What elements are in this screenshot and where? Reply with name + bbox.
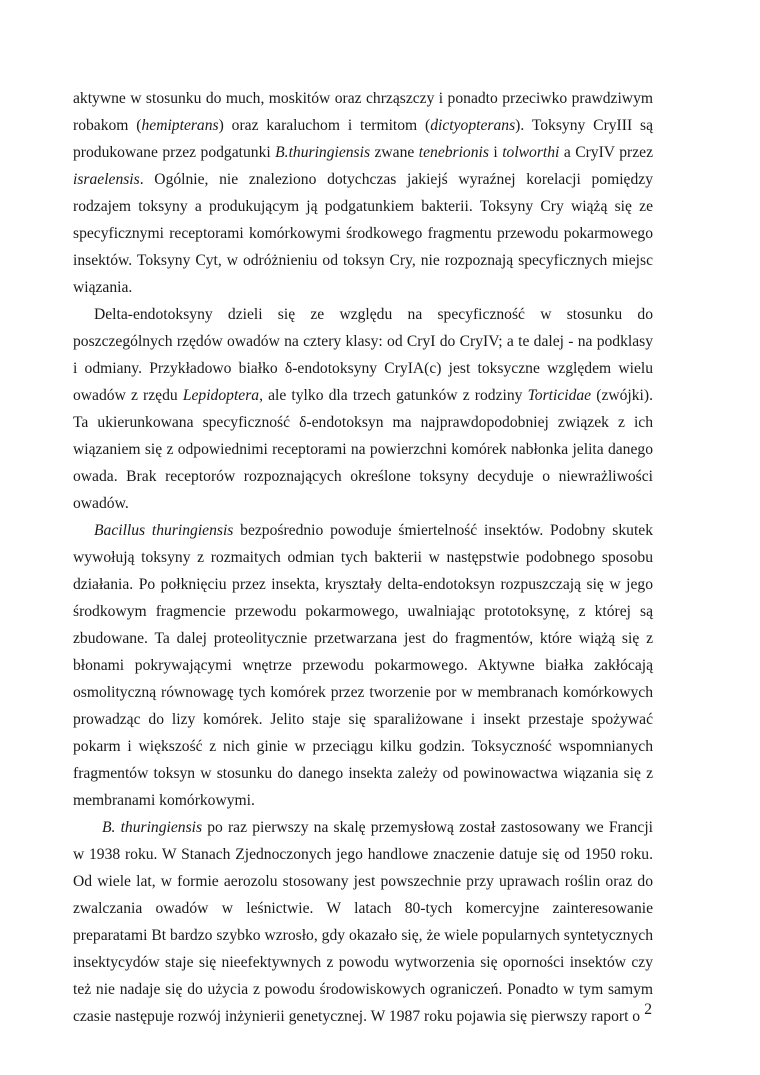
- text-run: ) oraz karaluchom i termitom (: [218, 117, 431, 134]
- paragraph: [73, 814, 653, 1030]
- italic-term: tolworthi: [502, 144, 560, 161]
- italic-term: Bacillus thuringiensis: [94, 522, 234, 539]
- text-run: i: [488, 144, 503, 161]
- text-run: a CryIV przez: [559, 144, 653, 161]
- italic-term: tenebrionis: [418, 144, 489, 161]
- text-run: po raz pierwszy na skalę przemysłową został zastosowany we Francji w 1938 roku. W Stanach Zjednoczonych jego handlowe znaczenie datuje się od 1950 roku. Od wiele lat, w formie aerozolu stosowany jest powszechnie przy uprawach roślin oraz do zwalczania owadów w leśnictwie. W latach 80-tych komercyjne zainteresowanie preparatami Bt bardzo szybko wzrosło, gdy okazało się, że wiele popularnych syntetycznych insektycydów staje się nieefektywnych z powodu wytworzenia się oporności insektów czy też nie nadaje się do użycia z powodu środowiskowych ograniczeń. Ponadto w tym samym czasie następuje rozwój inżynierii genetycznej. W 1987 roku pojawia się pierwszy raport o: [73, 819, 653, 1025]
- text-run: (zwójki). Ta ukierunkowana specyficzność δ-endotoksyn ma najprawdopodobniej związek z ich wiązaniem się z odpowiednimi receptorami na powierzchni komórek nabłonka jelita danego owada. Brak receptorów rozpoznających określone toksyny decyduje o niewrażliwości owadów.: [73, 387, 653, 512]
- italic-term: Torticidae: [527, 387, 592, 404]
- paragraph: [73, 301, 653, 517]
- text-run: aktywne w stosunku do much, moskitów oraz chrząszczy i ponadto przeciwko prawdziwym robakom (: [73, 90, 653, 134]
- italic-term: B. thuringiensis: [102, 819, 203, 836]
- paragraph: [73, 85, 653, 301]
- italic-term: dictyopterans: [430, 117, 516, 134]
- text-run: bezpośrednio powoduje śmiertelność insektów. Podobny skutek wywołują toksyny z rozmaitych odmian tych bakterii w następstwie podobnego sposobu działania. Po połknięciu przez insekta, kryształy delta-endotoksyn rozpuszczają się w jego środkowym fragmencie przewodu pokarmowego, uwalniając prototoksynę, z której są zbudowane. Ta dalej proteolitycznie przetwarzana jest do fragmentów, które wiążą się z błonami pokrywającymi wnętrze przewodu pokarmowego. Aktywne białka zakłócają osmolityczną równowagę tych komórek przez tworzenie por w membranach komórkowych prowadząc do lizy komórek. Jelito staje się sparaliżowane i insekt przestaje spożywać pokarm i większość z nich ginie w przeciągu kilku godzin. Toksyczność wspomnianych fragmentów toksyn w stosunku do danego insekta zależy od powinowactwa wiązania się z membranami komórkowymi.: [73, 522, 653, 809]
- text-run: , ale tylko dla trzech gatunków z rodziny: [259, 387, 528, 404]
- text-run: Delta-endotoksyny dzieli się ze względu na specyficzność w stosunku do poszczególnych rzędów owadów na cztery klasy: od CryI do CryIV; a te dalej - na podklasy i odmiany. Przykładowo białko δ-endotoksyny CryIA(c) jest toksyczne względem wielu owadów z rzędu: [73, 306, 653, 404]
- document-page: [73, 85, 653, 1030]
- italic-term: israelensis: [73, 171, 140, 188]
- text-run: ). Toksyny CryIII są produkowane przez podgatunki: [73, 117, 653, 161]
- page-number: 2: [644, 1001, 652, 1018]
- italic-term: B.thuringiensis: [275, 144, 371, 161]
- body-text: [73, 85, 653, 1030]
- italic-term: hemipterans: [141, 117, 219, 134]
- text-run: . Ogólnie, nie znaleziono dotychczas jakiejś wyraźnej korelacji pomiędzy rodzajem toksyny a produkującym ją podgatunkiem bakterii. Toksyny Cry wiążą się ze specyficznymi receptorami komórkowymi środkowego fragmentu przewodu pokarmowego insektów. Toksyny Cyt, w odróżnieniu od toksyn Cry, nie rozpoznają specyficznych miejsc wiązania.: [73, 171, 653, 296]
- italic-term: Lepidoptera: [182, 387, 260, 404]
- paragraph: [73, 517, 653, 814]
- text-run: zwane: [370, 144, 419, 161]
